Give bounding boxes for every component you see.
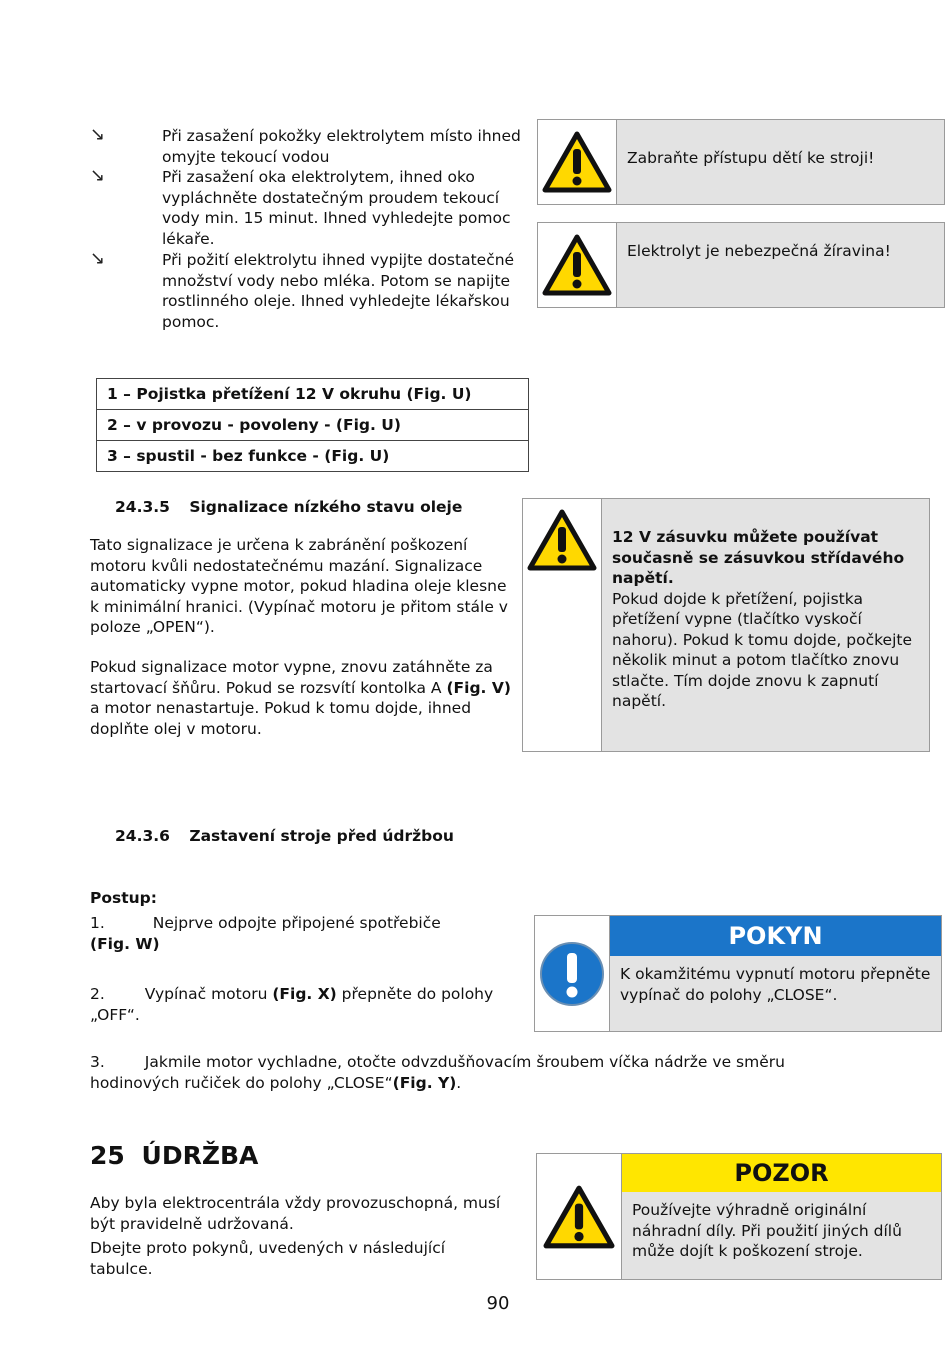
warning-12v-bold: 12 V zásuvku můžete používat současně se zásuvkou střídavého napětí.	[612, 528, 905, 587]
arrow-bullet-icon: ↘	[90, 248, 106, 269]
oil-paragraph-1: Tato signalizace je určena k zabránění poškození motoru kvůli nedostatečnému mazání. Signalizace automaticky vypne motor, pokud hladina oleje klesne k minimální hranici. (Vypínač motoru je přitom stále v poloze „OPEN“).	[90, 536, 508, 636]
warning-box-12v	[522, 498, 930, 752]
warning-triangle-icon	[537, 1154, 622, 1279]
arrow-bullet-icon: ↘	[90, 124, 106, 145]
caution-title: POZOR	[622, 1154, 941, 1192]
arrow-bullet-icon: ↘	[90, 165, 106, 186]
warning-triangle-icon	[523, 499, 602, 751]
bullet-item: Při zasažení pokožky elektrolytem místo ihned omyjte tekoucí vodou	[162, 127, 521, 166]
fuse-table	[96, 378, 529, 472]
section-title: Signalizace nízkého stavu oleje	[189, 498, 463, 516]
step-1: 1. Nejprve odpojte připojené spotřebiče (Fig. W)	[90, 914, 441, 953]
notice-box-pokyn	[534, 915, 942, 1032]
warning-12v-content	[602, 499, 929, 751]
warning-12v-text: Pokud dojde k přetížení, pojistka přetížení vypne (tlačítko vyskočí nahoru). Pokud k tomu dojde, počkejte několik minut a potom tlačítko znovu stlačte. Tím dojde znovu k zapnutí napětí.	[612, 589, 912, 710]
section-title: Zastavení stroje před údržbou	[189, 827, 454, 845]
section-number: 24.3.6	[115, 827, 170, 845]
step-2: 2. Vypínač motoru (Fig. X) přepněte do polohy „OFF“.	[90, 985, 494, 1024]
notice-title: POKYN	[610, 916, 941, 956]
oil-paragraph-2: Pokud signalizace motor vypne, znovu zatáhněte za startovací šňůru. Pokud se rozsvítí kontolka A (Fig. V) a motor nenastartuje. Pokud k tomu dojde, ihned doplňte olej v motoru.	[90, 658, 511, 738]
step-3: 3. Jakmile motor vychladne, otočte odvzdušňovacím šroubem víčka nádrže ve směru hodinových ručiček do polohy „CLOSE“(Fig. Y).	[90, 1053, 785, 1092]
caution-box-pozor	[536, 1153, 942, 1280]
warning-box-children	[537, 119, 945, 205]
warning-box-electrolyte	[537, 222, 945, 308]
notice-text: K okamžitému vypnutí motoru přepněte vypínač do polohy „CLOSE“.	[610, 956, 941, 1031]
maintenance-paragraph-2: Dbejte proto pokynů, uvedených v následující tabulce.	[90, 1239, 446, 1278]
page-number: 90	[486, 1293, 510, 1314]
table-row: 1 – Pojistka přetížení 12 V okruhu (Fig. U)	[107, 385, 472, 403]
warning-triangle-icon	[538, 120, 617, 204]
chapter-heading-25: 25 ÚDRŽBA	[90, 1141, 259, 1170]
bullet-item: Při požití elektrolytu ihned vypijte dostatečné množství vody nebo mléka. Potom se napijte rostlinného oleje. Ihned vyhledejte lékařskou pomoc.	[162, 251, 515, 331]
table-row: 3 – spustil - bez funkce - (Fig. U)	[97, 440, 528, 471]
procedure-label: Postup:	[90, 889, 157, 907]
info-exclamation-icon	[535, 916, 610, 1031]
maintenance-paragraph-1: Aby byla elektrocentrála vždy provozuschopná, musí být pravidelně udržovaná.	[90, 1194, 501, 1233]
bullet-item: Při zasažení oka elektrolytem, ihned oko vypláchněte dostatečným proudem tekoucí vody min. 15 minut. Ihned vyhledejte pomoc lékaře.	[162, 168, 511, 248]
warning-text: Zabraňte přístupu dětí ke stroji!	[617, 120, 944, 204]
warning-triangle-icon	[538, 223, 617, 307]
warning-text: Elektrolyt je nebezpečná žíravina!	[617, 223, 944, 307]
table-row: 2 – v provozu - povoleny - (Fig. U)	[97, 409, 528, 440]
section-heading-24-3-5	[115, 497, 462, 518]
section-heading-24-3-6	[115, 826, 454, 847]
section-number: 24.3.5	[115, 498, 170, 516]
caution-text: Používejte výhradně originální náhradní díly. Při použití jiných dílů může dojít k poškození stroje.	[622, 1192, 941, 1279]
